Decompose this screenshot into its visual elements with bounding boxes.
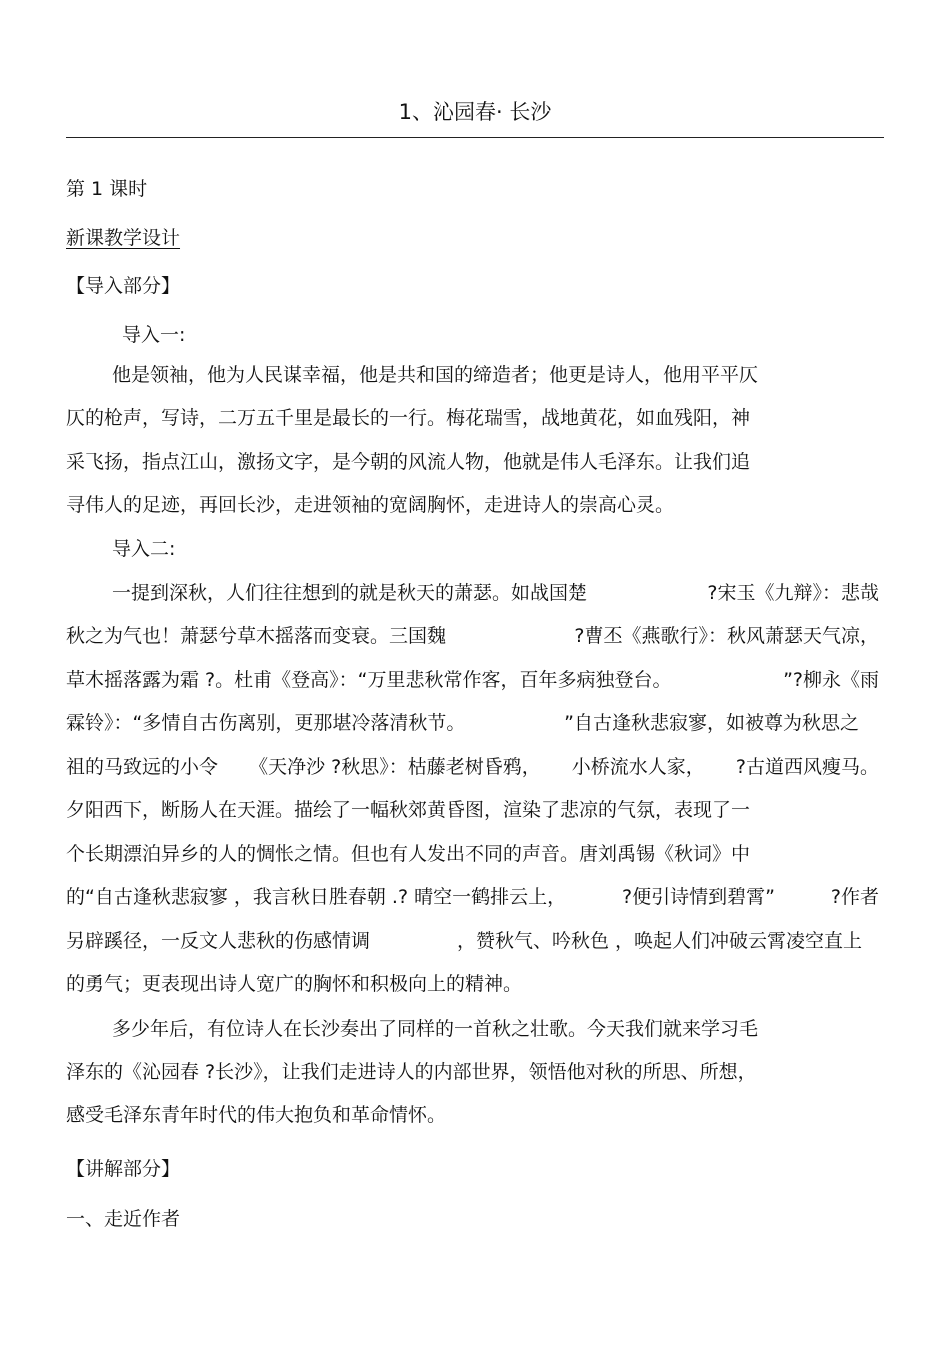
title-divider xyxy=(66,137,884,138)
intro1-line: 仄的枪声，写诗，二万五千里是最长的一行。梅花瑞雪，战地黄花，如血残阳，神 xyxy=(66,407,751,429)
intro1-line: 他是领袖，他为人民谋幸福，他是共和国的缔造者；他更是诗人，他用平平仄 xyxy=(112,364,759,386)
intro2-line-segment: 祖的马致远的小令 xyxy=(66,756,219,778)
intro2-line-segment: ，赞秋气、吟秋色 ，唤起人们冲破云霄凌空直上 xyxy=(456,930,862,952)
intro2-line-segment: ?古道西风瘦马。 xyxy=(735,756,879,778)
intro2-line-segment: 霖铃》：“多情自古伤离别，更那堪冷落清秋节。 xyxy=(66,712,466,734)
subsection-author-heading: 一、走近作者 xyxy=(66,1208,181,1230)
intro2-line xyxy=(66,754,879,780)
intro2-line xyxy=(66,710,859,736)
intro2-line-segment: ?宋玉《九辩》：悲哉 xyxy=(707,582,879,604)
intro2-para2-line: 泽东的《沁园春 ?长沙》，让我们走进诗人的内部世界，领悟他对秋的所思、所想， xyxy=(66,1061,757,1083)
design-heading: 新课教学设计 xyxy=(66,227,181,249)
intro2-line: 的勇气；更表现出诗人宽广的胸怀和积极向上的精神。 xyxy=(66,973,523,995)
intro2-line-segment: 另辟蹊径，一反文人悲秋的伤感情调 xyxy=(66,930,371,952)
intro2-line xyxy=(112,580,879,606)
lesson-heading: 第 1 课时 xyxy=(66,178,148,200)
intro2-line-segment: 小桥流水人家， xyxy=(571,756,705,778)
intro2-line: 夕阳西下，断肠人在天涯。描绘了一幅秋郊黄昏图，渲染了悲凉的气氛，表现了一 xyxy=(66,799,751,821)
intro2-line-segment: 秋之为气也！萧瑟兮草木摇落而变衰。三国魏 xyxy=(66,625,447,647)
intro2-para2-line: 多少年后，有位诗人在长沙奏出了同样的一首秋之壮歌。今天我们就来学习毛 xyxy=(112,1018,759,1040)
intro1-line: 采飞扬，指点江山，激扬文字，是今朝的风流人物，他就是伟人毛泽东。让我们追 xyxy=(66,451,751,473)
section-intro-heading: 【导入部分】 xyxy=(66,275,181,297)
intro2-line: 个长期漂泊异乡的人的惆怅之情。但也有人发出不同的声音。唐刘禹锡《秋词》中 xyxy=(66,843,751,865)
intro1-label: 导入一: xyxy=(122,324,186,346)
document-title: 1、沁园春· 长沙 xyxy=(398,100,552,124)
intro2-line xyxy=(66,667,879,693)
section-explain-heading: 【讲解部分】 xyxy=(66,1158,181,1180)
intro2-para2-line: 感受毛泽东青年时代的伟大抱负和革命情怀。 xyxy=(66,1104,447,1126)
intro2-line-segment: ?曹丕《燕歌行》：秋风萧瑟天气凉， xyxy=(574,625,879,647)
intro2-line xyxy=(66,928,862,954)
intro2-line-segment: 草木摇落露为霜 ?。杜甫《登高》：“万里悲秋常作客，百年多病独登台。 xyxy=(66,669,672,691)
intro2-line-segment: ”自古逢秋悲寂寥，如被尊为秋思之 xyxy=(564,712,859,734)
intro2-line-segment: 的“自古逢秋悲寂寥 ，我言秋日胜春朝 .? 晴空一鹤排云上， xyxy=(66,886,567,908)
intro2-line xyxy=(66,884,879,910)
intro2-line-segment: 《天净沙 ?秋思》：枯藤老树昏鸦， xyxy=(249,756,541,778)
intro2-line-segment: ?便引诗情到碧霄” xyxy=(622,886,775,908)
intro2-line xyxy=(66,623,879,649)
intro2-label: 导入二: xyxy=(112,538,176,560)
intro2-line-segment: ”?柳永《雨 xyxy=(783,669,879,691)
intro2-line-segment: 一提到深秋，人们往往想到的就是秋天的萧瑟。如战国楚 xyxy=(112,582,588,604)
intro2-line-segment: ?作者 xyxy=(830,886,879,908)
intro1-line: 寻伟人的足迹，再回长沙，走进领袖的宽阔胸怀，走进诗人的崇高心灵。 xyxy=(66,494,675,516)
